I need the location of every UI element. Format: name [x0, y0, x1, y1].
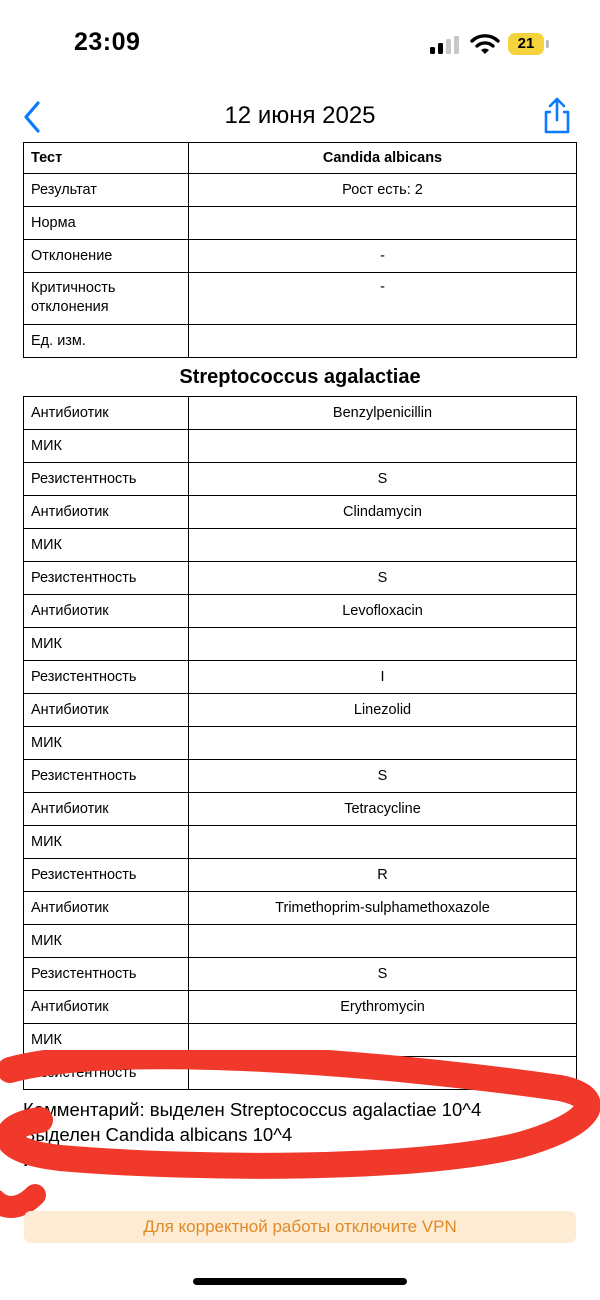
table-cell: Резистентность — [24, 958, 189, 991]
table-row — [24, 661, 577, 694]
section-title: Streptococcus agalactiae — [179, 366, 421, 388]
table-cell: - — [189, 240, 577, 273]
table-cell: Tetracycline — [189, 793, 577, 826]
table-cell — [189, 826, 577, 859]
table-cell: Норма — [24, 207, 189, 240]
table-row — [24, 760, 577, 793]
table-row — [24, 859, 577, 892]
table-cell: Рост есть: 2 — [189, 174, 577, 207]
table-row — [24, 727, 577, 760]
navigation-bar — [0, 96, 600, 140]
comment-line: Комментарий: выделен Streptococcus agalactiae 10^4 — [23, 1099, 482, 1120]
table-cell — [189, 529, 577, 562]
status-bar — [0, 0, 600, 90]
table-cell: МИК — [24, 628, 189, 661]
table-cell: Erythromycin — [189, 991, 577, 1024]
comment-line: Выделен Candida albicans 10^4 — [23, 1124, 293, 1145]
table-cell: Levofloxacin — [189, 595, 577, 628]
share-icon[interactable] — [540, 96, 574, 136]
table-row — [24, 430, 577, 463]
table-row — [24, 892, 577, 925]
page-title: 12 июня 2025 — [224, 102, 376, 129]
table-row — [24, 826, 577, 859]
comment-line: Исполнитель: Бодрова Н.Г. — [23, 1149, 256, 1170]
table-cell — [189, 207, 577, 240]
table-cell: МИК — [24, 529, 189, 562]
table-cell: Candida albicans — [189, 143, 577, 174]
table-row — [24, 496, 577, 529]
table-cell: I — [189, 661, 577, 694]
candida-table — [23, 142, 577, 358]
table-cell: МИК — [24, 826, 189, 859]
table-row — [24, 273, 577, 325]
vpn-warning-banner: Для корректной работы отключите VPN — [24, 1211, 576, 1243]
table-cell: S — [189, 463, 577, 496]
table-row — [24, 562, 577, 595]
table-cell: Linezolid — [189, 694, 577, 727]
table-cell: МИК — [24, 430, 189, 463]
table-cell: Антибиотик — [24, 991, 189, 1024]
battery-level: 21 — [508, 33, 544, 55]
table-cell: Резистентность — [24, 859, 189, 892]
table-cell: МИК — [24, 925, 189, 958]
table-cell: R — [189, 859, 577, 892]
table-cell: - — [189, 273, 577, 325]
table-cell: Антибиотик — [24, 694, 189, 727]
table-cell: Антибиотик — [24, 892, 189, 925]
table-row — [24, 529, 577, 562]
table-cell: Резистентность — [24, 562, 189, 595]
table-cell: Trimethoprim-sulphamethoxazole — [189, 892, 577, 925]
table-row — [24, 793, 577, 826]
table-cell: МИК — [24, 1024, 189, 1057]
table-cell: Отклонение — [24, 240, 189, 273]
red-scribble-annotation — [0, 1050, 600, 1220]
table-cell: Резистентность — [24, 1057, 189, 1090]
table-cell: S — [189, 562, 577, 595]
table-row — [24, 628, 577, 661]
table-cell — [189, 430, 577, 463]
home-indicator[interactable] — [193, 1278, 407, 1285]
table-row — [24, 463, 577, 496]
table-cell: S — [189, 958, 577, 991]
table-row — [24, 595, 577, 628]
table-cell: S — [189, 760, 577, 793]
wifi-icon — [470, 32, 500, 56]
table-cell: Антибиотик — [24, 793, 189, 826]
table-row — [24, 991, 577, 1024]
table-row — [24, 958, 577, 991]
table-row — [24, 925, 577, 958]
table-cell — [189, 325, 577, 358]
table-cell — [189, 628, 577, 661]
table-cell: Clindamycin — [189, 496, 577, 529]
table-cell: Антибиотик — [24, 595, 189, 628]
table-cell: Резистентность — [24, 463, 189, 496]
table-header-row — [24, 143, 577, 174]
table-row — [24, 174, 577, 207]
cellular-signal-icon — [430, 36, 464, 54]
table-cell: Резистентность — [24, 661, 189, 694]
table-cell: Критичность отклонения — [24, 273, 189, 325]
status-time: 23:09 — [74, 28, 141, 56]
table-cell: Benzylpenicillin — [189, 397, 577, 430]
table-cell: S — [189, 1057, 577, 1090]
table-cell: Тест — [24, 143, 189, 174]
table-cell: МИК — [24, 727, 189, 760]
table-row — [24, 325, 577, 358]
table-row — [24, 397, 577, 430]
antibiotic-table — [23, 396, 577, 1090]
battery-icon — [508, 33, 550, 55]
table-cell: Результат — [24, 174, 189, 207]
table-cell: Ед. изм. — [24, 325, 189, 358]
table-cell: Антибиотик — [24, 397, 189, 430]
table-row — [24, 694, 577, 727]
table-row — [24, 207, 577, 240]
table-cell — [189, 727, 577, 760]
table-cell: Антибиотик — [24, 496, 189, 529]
table-cell: Резистентность — [24, 760, 189, 793]
table-row — [24, 240, 577, 273]
table-cell — [189, 925, 577, 958]
